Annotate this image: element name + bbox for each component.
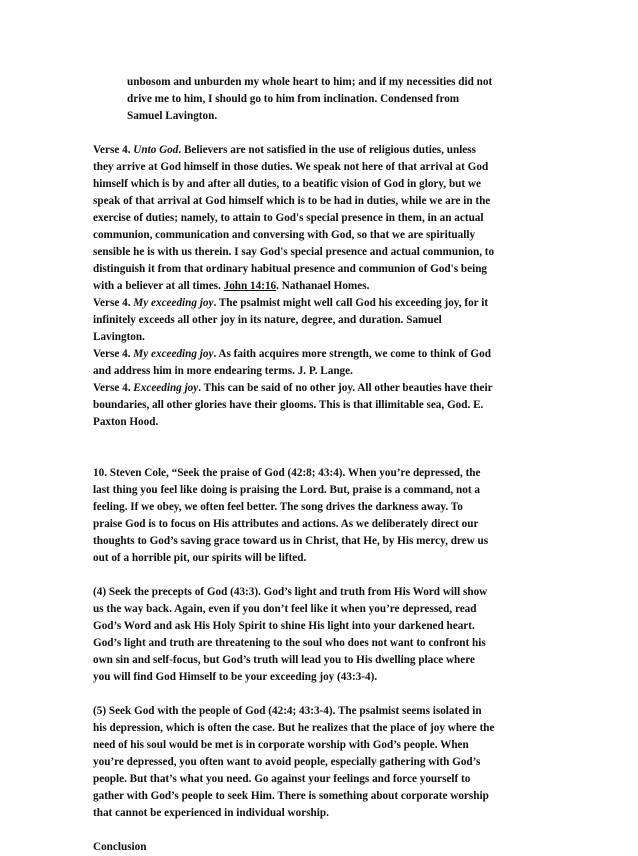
verse-note-line: exercise of duties; namely, to attain to God's special presence in them, in an actual [93, 212, 484, 224]
verse-note-first-line [93, 295, 548, 312]
verse-note-line: speak of that arrival at God himself which is to be had in duties, while we are in the [93, 195, 491, 207]
verse-note-first-line [93, 142, 548, 159]
verse-text: . This can be said of no other joy. All other beauties have their [198, 382, 493, 394]
verse-text: . The psalmist might well call God his exceeding joy, for it [213, 297, 489, 309]
verse-label: Verse 4. [93, 297, 134, 309]
verse-note-hood [93, 380, 548, 431]
verse-note-first-line [93, 346, 548, 363]
verse-note-lange [93, 346, 548, 380]
verse-note-homes [93, 142, 548, 295]
quote-line: Samuel Lavington. [127, 110, 218, 122]
verse-note-line: boundaries, all other glories have their glooms. This is that illimitable sea, God. E. [93, 399, 484, 411]
paragraph-cole-praise [93, 465, 548, 567]
scripture-reference-link[interactable]: John 14:16 [223, 280, 277, 292]
paragraph-precepts [93, 584, 548, 686]
paragraph-line: praise God is to focus on His attributes and actions. As we deliberately direct our [93, 518, 479, 530]
quote-block [93, 74, 548, 125]
verse-note-line: they arrive at God himself in those duties. We speak not here of that arrival at God [93, 161, 489, 173]
paragraph-line: feeling. If we obey, we often feel better. The song drives the darkness away. To [93, 501, 463, 513]
verse-phrase: Exceeding joy [133, 382, 199, 394]
paragraph-line: gather with God’s people to seek Him. There is something about corporate worship [93, 790, 489, 802]
paragraph-line: 10. Steven Cole, “Seek the praise of God (42:8; 43:4). When you’re depressed, the [93, 467, 481, 479]
verse-note-line: distinguish it from that ordinary habitual presence and communion of God's being [93, 263, 488, 275]
quote-line: drive me to him, I should go to him from inclination. Condensed from [127, 93, 460, 105]
paragraph-line: own sin and self-focus, but God’s truth will lead you to His dwelling place where [93, 654, 475, 666]
paragraph-line: last thing you feel like doing is praising the Lord. But, praise is a command, not a [93, 484, 480, 496]
paragraph-line: out of a horrible pit, our spirits will be lifted. [93, 552, 307, 564]
paragraph-line: his depression, which is often the case. But he realizes that the place of joy where the [93, 722, 495, 734]
paragraph-people-of-god [93, 703, 548, 822]
paragraph-line: thoughts to God’s saving grace toward us in Christ, that He, by His mercy, drew us [93, 535, 489, 547]
paragraph-line: that cannot be experienced in individual worship. [93, 807, 329, 819]
quote-line: unbosom and unburden my whole heart to him; and if my necessities did not [127, 76, 493, 88]
verse-phrase: My exceeding joy [133, 348, 214, 360]
verse-note-line: Paxton Hood. [93, 416, 159, 428]
verse-label: Verse 4. [93, 348, 134, 360]
verse-note-line: and address him in more endearing terms. J. P. Lange. [93, 365, 353, 377]
verse-label: Verse 4. [93, 144, 134, 156]
verse-note-line: sensible he is with us therein. I say God's special presence and actual communion, to [93, 246, 495, 258]
verse-text: . Nathanael Homes. [276, 280, 370, 292]
verse-phrase: Unto God [133, 144, 179, 156]
paragraph-line: you will find God Himself to be your exceeding joy (43:3-4). [93, 671, 378, 683]
paragraph-line: people. But that’s what you need. Go against your feelings and force yourself to [93, 773, 471, 785]
paragraph-line: (4) Seek the precepts of God (43:3). God’s light and truth from His Word will show [93, 586, 488, 598]
verse-text: . As faith acquires more strength, we come to think of God [213, 348, 491, 360]
verse-note-line: himself which is by and after all duties, to a beatific vision of God in glory, but we [93, 178, 481, 190]
paragraph-line: God’s light and truth are threatening to the soul who does not want to confront his [93, 637, 486, 649]
paragraph-line: (5) Seek God with the people of God (42:4; 43:3-4). The psalmist seems isolated in [93, 705, 482, 717]
verse-label: Verse 4. [93, 382, 134, 394]
verse-text: with a believer at all times. [93, 280, 224, 292]
paragraph-line: us the way back. Again, even if you don’t feel like it when you’re depressed, read [93, 603, 477, 615]
paragraph-line: you’re depressed, you often want to avoid people, especially gathering with God’s [93, 756, 481, 768]
conclusion-heading: Conclusion [93, 841, 147, 853]
paragraph-line: need of his soul would be met is in corporate worship with God’s people. When [93, 739, 469, 751]
verse-note-lavington [93, 295, 548, 346]
paragraph-line: God’s Word and ask His Holy Spirit to shine His light into your darkened heart. [93, 620, 475, 632]
verse-note-first-line [93, 380, 548, 397]
verse-note-line: infinitely exceeds all other joy in its nature, degree, and duration. Samuel [93, 314, 442, 326]
document-page [93, 74, 548, 856]
verse-note-last-line [93, 278, 548, 295]
verse-phrase: My exceeding joy [133, 297, 214, 309]
verse-text: . Believers are not satisfied in the use of religious duties, unless [178, 144, 476, 156]
verse-note-line: Lavington. [93, 331, 145, 343]
verse-note-line: communion, communication and conversing with God, so that we are spiritually [93, 229, 476, 241]
